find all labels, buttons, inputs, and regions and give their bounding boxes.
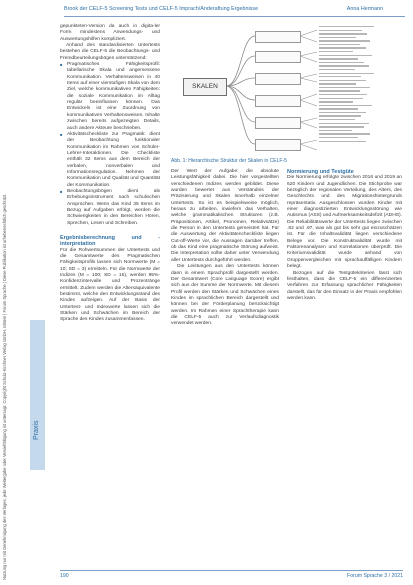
- category-box: [255, 51, 301, 63]
- figure-diagram: [171, 22, 402, 156]
- skalen-node: SKALEN: [183, 78, 227, 96]
- page-number: 190: [60, 573, 69, 579]
- copyright-vertical-text: Nutzung nur mit Genehmigung des Verlages; jede Weitergabe oder Vervielfältigung ist untersagt. Copyright Schulz-Kirchner Verlag GmbH, Idstein | Forum Sprache | Diese Publikation ist urheberrechtlich geschützt.: [2, 193, 7, 580]
- section-heading: Normierung und Testgüte: [287, 169, 354, 175]
- page-header: [64, 4, 405, 17]
- section-heading: Ergebnisberechnung und -interpretation: [60, 235, 160, 248]
- paragraph: Bezogen auf die Testgütekriterien lässt sich festhalten, dass die CELF-5 ein differenziertes Verfahren zur Erfassung sprachlicher Fähigkeiten darstellt, das für den Einsatz in der Praxis empfohlen werden kann.: [287, 270, 402, 301]
- category-box: [255, 73, 301, 85]
- bullet-item: ■ Beobachtungsbögen dient als Erhebungsinstrument nach schulischen Ansprüchen. Wenn das Kind 35 Items im Bezug auf Aufgaben erfolgt, werden die Schwierigkeiten in den Bereichen Hören, Sprechen, Lesen und Schreiben.: [67, 189, 160, 227]
- category-box: [255, 117, 301, 129]
- category-box: [255, 95, 301, 107]
- paragraph: Für die Rohwertsummen der Untertests und die Gesamtwerte des Pragmatischen Fähigkeitsprofils lassen sich Normwerte (M = 10; SD = 3) ermitteln. Für die Normwerte der Indizes (M = 100; SD = 15), werden 95%-Konfidenzintervalle und Prozentränge ermittelt. Zudem werden die Altersäquivalente bestimmt, welche den Entwicklungsstand des Kindes aufzeigen. Auf der Basis der Untertest- und Indexwerte lassen sich die Stärken und Schwächen im Bereich der Sprache des Kindes zusammenfassen.: [60, 247, 160, 323]
- bullet-list: [60, 62, 160, 227]
- column-2: [171, 169, 279, 328]
- page-footer: [60, 570, 403, 581]
- column-3: [287, 169, 402, 302]
- bullet-item: ■ Pragmatisches Fähigkeitsprofil: tabellarische Skala und angemessene Kommunikation. Verhaltensweisen in 40 Items auf einer vierstufigen Skala von dem Ziel, welche kommunikativen Fähigkeiten: die soziale Kommunikation im Alltag regulär beeinflussen können. Das Entwickeln ist eine Zuordnung von kommunikativen Verhaltensweisen. Inhalte zwischen bereits aufgezeigten Details, auch andere Akteure beschrieben.: [67, 62, 160, 132]
- paragraph: Anhand des standardisierten Untertests bestehen die CELF-5 die Beobachtungs- und Fremdbeurteilungsbögen unterstützend:: [60, 43, 160, 61]
- figure-caption: Abb. 1: Hierarchische Struktur der Skalen in CELF-5: [171, 158, 287, 164]
- category-box: [255, 139, 301, 151]
- paragraph: gepunkteten-Version da auch in digita-ler Form mindestens Anwendungs- und Auswertungshilfen kompliziert.: [60, 24, 160, 42]
- paragraph: Der Wert der Aufgabe: die absolute Leistungsfähigkeit dabei. Die hier vorgestellten verschiedenen Indizes werden gebildet. Diese wurden bewertet aus Verständnis der Präzisierung und Skalen innerhalb einzelner Untertests. So ist es beispielsweise möglich, heraus zu arbeiten, inwiefern das Verhalten, welche grammatikalischen Strukturen (z.B. Präpositionen, Artikel, Pronomen, Relativsätze) die Person in den Untertests gemeistert hat. Für die Auswertung der Aktivitätencheckliste liegen Cut-off-Werte vor, die Aussagen darüber treffen, ob das Kind eine pragmatische Störung aufweist. Die Interpretation sollte daher unter Verwendung aller Untertests durchgeführt werden.: [171, 169, 279, 263]
- column-1: [60, 24, 160, 324]
- bullet-item: ■ Aktivitätscheckliste zur Pragmatik: dient der Beobachtung funktionaler Kommunikation im Rahmen von Schüler-Lehrer-Interaktionen. Die Checkliste enthält 32 Items aus dem Bereich der verbalen, nonverbalen und Informationsregulation. Nehmen der Kommunikation und Qualität und Quantität der Kommunikation.: [67, 132, 160, 189]
- paragraph: Die Normierung erfolgte zwischen 2016 und 2019 an 620 Kindern und Jugendlichen. Die Stichprobe war bezüglich der regionalen Verteilung, des Alters, des Geschlechts und des Migrationshintergrunds repräsentativ. Ausgeschlossen wurden Kinder mit einer diagnostizierten Entwicklungsstörung wie Autismus (ASS) und Aufmerksamkeitsdefizit (ADHS). Die Reliabilitätswerte der Untertests liegen zwischen .82 und .97, was als gut bis sehr gut einzuschätzen ist. Für die Inhaltsvalidität liegen verschiedene Belege vor. Die Konstruktvalidität wurde mit Faktorenanalysen und Korrelationen überprüft. Die Kriteriumsvalidität wurde anhand von Gruppenvergleichen mit sprachauffälligen Kindern belegt.: [287, 175, 402, 270]
- paragraph: Die Leistungen aus den Untertests können dann in einem Sprachprofil dargestellt werden. Der Gesamtwert (Core Language Score) ergibt sich aus der Summe der Normwerte. Mit diesem Profil werden den Stärken und Schwächen eines Kindes im sprachlichen Bereich dargestellt und können bei der Förderplanung berücksichtigt werden. Im Rahmen einer Sprachtherapie kann die CELF-5 auch zur Verlaufsdiagnostik verwendet werden.: [171, 264, 279, 327]
- subtest-list: [319, 26, 397, 144]
- running-title: Brook der CELF-5 Screening Tests und CELF-5 Imprach/Anderaftung Ergebnisse: [64, 6, 259, 12]
- sidebar: [0, 0, 30, 585]
- running-author: Anna Hermann: [346, 6, 383, 12]
- section-tab-label: Praxis: [33, 420, 40, 440]
- section-tab: [30, 320, 45, 470]
- journal-name: Forum Sprache 3 / 2021: [347, 573, 403, 579]
- category-box: [255, 31, 301, 43]
